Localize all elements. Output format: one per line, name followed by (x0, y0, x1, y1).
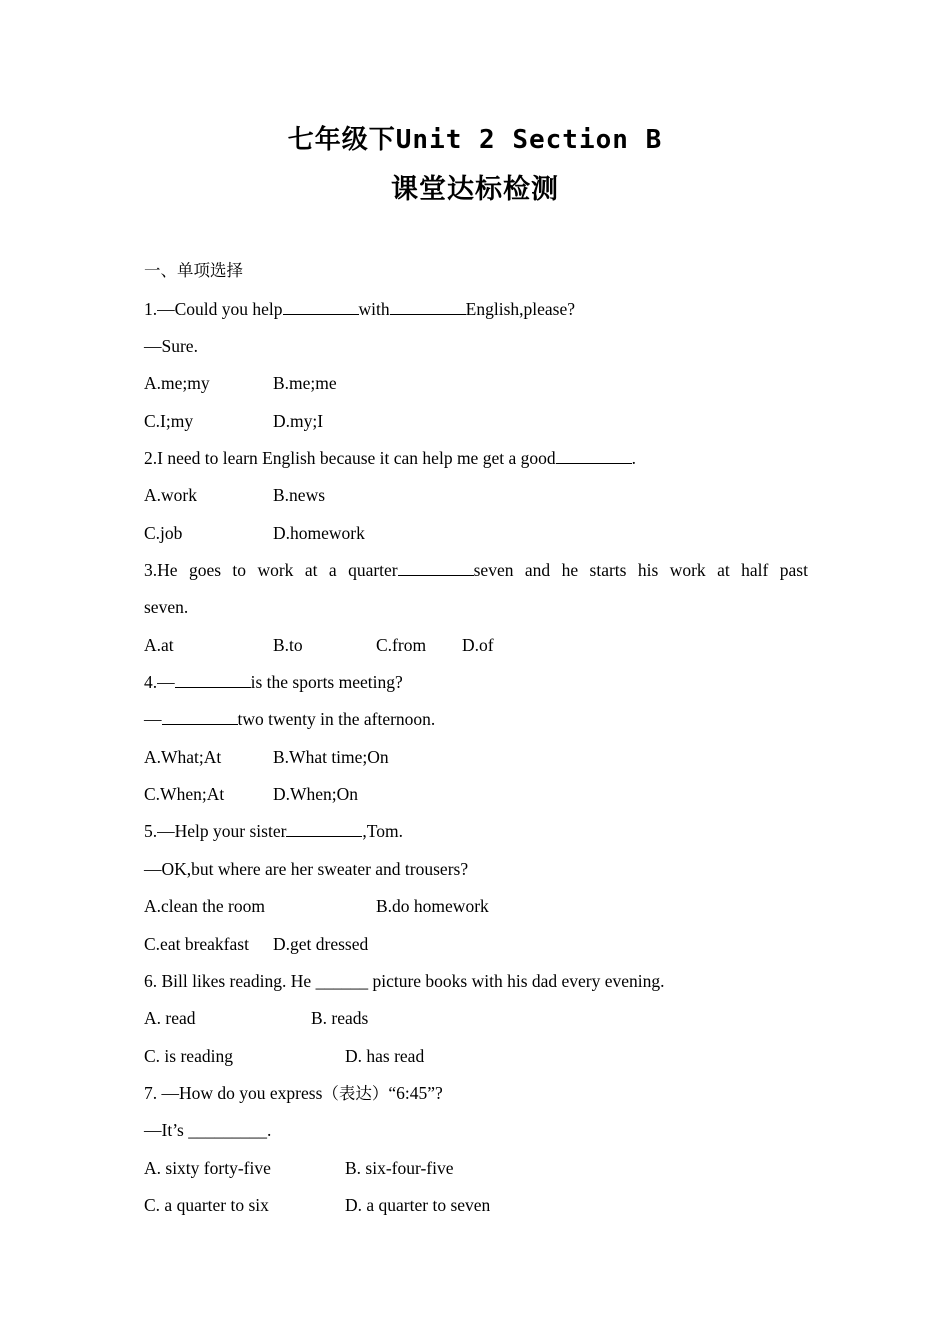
answer-blank (286, 820, 362, 837)
option-c: C.from (376, 635, 427, 655)
answer-blank: ______ (315, 971, 369, 991)
option-c: C. is reading (144, 1046, 233, 1066)
option-c: C. a quarter to six (144, 1195, 269, 1215)
answer-blank (162, 708, 238, 725)
option-d: D.of (462, 635, 494, 655)
question-4-stem: 4.— is the sports meeting? (144, 672, 403, 692)
question-5-stem: 5.—Help your sister ,Tom. (144, 821, 404, 841)
question-3-stem: 3.He goes to work at a quarter seven and he starts his work at half past (144, 560, 808, 580)
option-d: D.get dressed (273, 934, 369, 954)
option-d: D. a quarter to seven (345, 1195, 491, 1215)
option-c: C.job (144, 523, 183, 543)
question-5-reply: —OK,but where are her sweater and trousers? (144, 859, 469, 879)
option-b: B.do homework (376, 896, 489, 916)
question-6-stem: 6. Bill likes reading. He ______ picture books with his dad every evening. (144, 971, 665, 991)
question-7-reply: —It’s _________. (144, 1120, 272, 1140)
option-a: A.clean the room (144, 896, 265, 916)
option-a: A.me;my (144, 373, 210, 393)
worksheet-title: 七年级下Unit 2 Section B (287, 125, 663, 155)
option-b: B.to (273, 635, 303, 655)
question-3-stem-end: seven. (144, 597, 189, 617)
option-d: D. has read (345, 1046, 425, 1066)
option-a: A.work (144, 485, 197, 505)
option-b: B. reads (311, 1008, 369, 1028)
option-b: B. six-four-five (345, 1158, 454, 1178)
answer-blank (175, 671, 251, 688)
worksheet-subtitle: 课堂达标检测 (391, 174, 559, 205)
answer-blank (283, 298, 359, 315)
option-a: A.What;At (144, 747, 222, 767)
question-1-stem: 1.—Could you help with English,please? (144, 299, 576, 319)
answer-blank (398, 559, 474, 576)
option-a: A. read (144, 1008, 196, 1028)
question-4-reply: — two twenty in the afternoon. (144, 709, 436, 729)
option-b: B.me;me (273, 373, 337, 393)
option-a: A.at (144, 635, 174, 655)
answer-blank (390, 298, 466, 315)
option-d: D.my;I (273, 411, 324, 431)
option-d: D.homework (273, 523, 365, 543)
option-d: D.When;On (273, 784, 359, 804)
question-1-reply: —Sure. (144, 336, 198, 356)
option-b: B.What time;On (273, 747, 389, 767)
option-c: C.When;At (144, 784, 225, 804)
section-heading: 一、单项选择 (144, 261, 243, 280)
option-c: C.I;my (144, 411, 194, 431)
option-a: A. sixty forty-five (144, 1158, 271, 1178)
option-b: B.news (273, 485, 326, 505)
question-2-stem: 2.I need to learn English because it can help me get a good . (144, 448, 636, 468)
question-7-stem: 7. —How do you express（表达）“6:45”? (144, 1083, 443, 1103)
answer-blank (556, 447, 632, 464)
option-c: C.eat breakfast (144, 934, 249, 954)
answer-blank: _________ (188, 1120, 267, 1140)
